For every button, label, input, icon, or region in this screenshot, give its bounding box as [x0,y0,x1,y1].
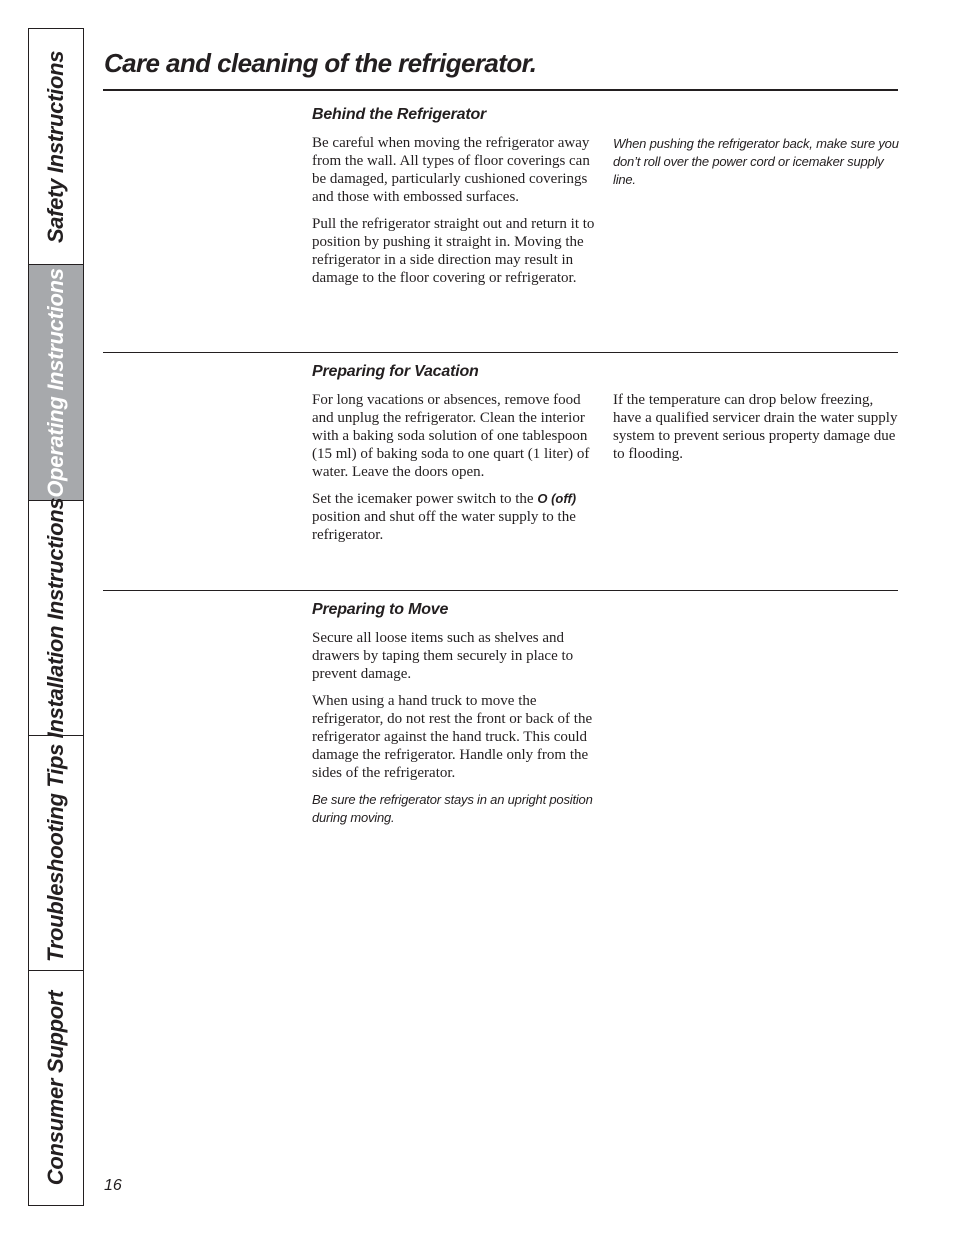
move-note: Be sure the refrigerator stays in an upright position during moving. [312,792,593,825]
paragraph: Be careful when moving the refrigerator away from the wall. All types of floor coverings can be damaged, particularly cushioned coverings and those with embossed surfaces. [312,135,590,205]
tab-label: Troubleshooting Tips [43,743,68,963]
tab-label: Consumer Support [43,990,68,1186]
tab-label: Safety Instructions [43,50,68,243]
tab-label: Installation Instructions [43,497,68,739]
switch-off-label: O (off) [537,491,577,506]
tab-safety-instructions[interactable] [29,29,83,265]
text-run: Set the icemaker power switch to the [312,491,538,507]
tab-installation-instructions[interactable] [29,497,83,739]
behind-note: When pushing the refrigerator back, make sure you don’t roll over the power cord or icemaker supply line. [613,136,899,187]
side-tabs [28,28,84,1206]
section-heading-vacation: Preparing for Vacation [312,363,479,380]
paragraph: Secure all loose items such as shelves and drawers by taping them securely in place to prevent damage. [312,630,574,682]
tab-consumer-support[interactable] [29,971,83,1205]
page-title: Care and cleaning of the refrigerator. [104,48,537,78]
tab-troubleshooting-tips[interactable] [29,736,83,971]
paragraph: When using a hand truck to move the refrigerator, do not rest the front or back of the refrigerator against the hand truck. This could damage the refrigerator. Handle only from the sides of the refrigerator. [312,693,593,781]
section-divider [103,352,898,353]
paragraph: Pull the refrigerator straight out and return it to position by pushing it straight in. Moving the refrigerator in a side direction may result in damage to the floor covering or refrigerator. [312,216,595,286]
behind-body [312,134,602,296]
tab-operating-instructions[interactable] [29,265,83,501]
paragraph: If the temperature can drop below freezing, have a qualified servicer drain the water supply system to prevent serious property damage due to flooding. [613,392,898,462]
title-rule [103,89,898,91]
page-number: 16 [104,1177,122,1194]
move-body [312,629,602,836]
text-run: position and shut off the water supply to the refrigerator. [312,509,576,543]
paragraph [312,490,602,544]
vacation-body [312,391,602,553]
section-heading-behind: Behind the Refrigerator [312,106,487,123]
vacation-right [613,391,903,472]
tab-label: Operating Instructions [43,267,68,498]
section-divider [103,590,898,591]
section-heading-move: Preparing to Move [312,601,449,618]
paragraph: For long vacations or absences, remove food and unplug the refrigerator. Clean the interior with a baking soda solution of one tablespoon (15 ml) of baking soda to one quart (1 liter) of water. Leave the doors open. [312,392,590,480]
